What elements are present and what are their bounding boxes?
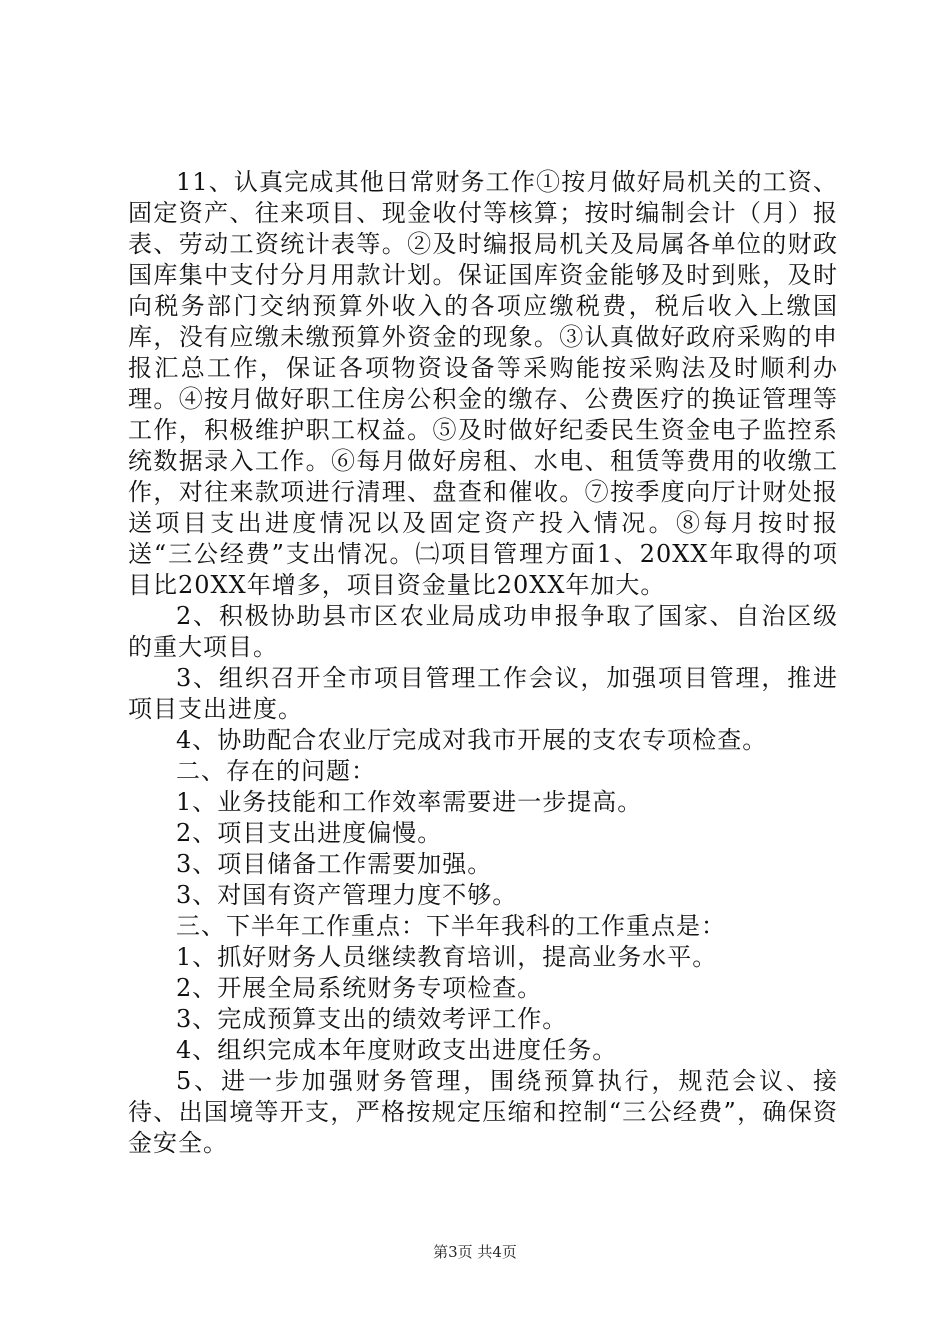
paragraph-daily-finance-work: 11、认真完成其他日常财务工作①按月做好局机关的工资、固定资产、往来项目、现金收付等核算；按时编制会计（月）报表、劳动工资统计表等。②及时编报局机关及局属各单位的财政国库集中支付分月用款计划。保证国库资金能够及时到账，及时向税务部门交纳预算外收入的各项应缴税费，税后收入上缴国库，没有应缴未缴预算外资金的现象。③认真做好政府采购的申报汇总工作，保证各项物资设备等采购能按采购法及时顺利办理。④按月做好职工住房公积金的缴存、公费医疗的换证管理等工作，积极维护职工权益。⑤及时做好纪委民生资金电子监控系统数据录入工作。⑥每月做好房租、水电、租赁等费用的收缴工作，对往来款项进行清理、盘查和催收。⑦按季度向厅计财处报送项目支出进度情况以及固定资产投入情况。⑧每月按时报送“三公经费”支出情况。㈡项目管理方面1、20XX年取得的项目比20XX年增多，项目资金量比20XX年加大。 [128, 168, 838, 599]
priority-item-3: 3、完成预算支出的绩效考评工作。 [176, 1005, 568, 1033]
paragraph-item-2: 2、积极协助县市区农业局成功申报争取了国家、自治区级的重大项目。 [128, 602, 838, 661]
priority-item-2: 2、开展全局系统财务专项检查。 [176, 974, 543, 1002]
priority-item-1: 1、抓好财务人员继续教育培训，提高业务水平。 [176, 943, 718, 971]
problem-item-2: 2、项目支出进度偏慢。 [176, 819, 443, 847]
paragraph-item-3: 3、组织召开全市项目管理工作会议，加强项目管理，推进项目支出进度。 [128, 664, 838, 723]
priority-item-4: 4、组织完成本年度财政支出进度任务。 [176, 1036, 618, 1064]
problem-item-1: 1、业务技能和工作效率需要进一步提高。 [176, 788, 643, 816]
section-heading-problems: 二、存在的问题： [176, 757, 376, 785]
paragraph-item-4: 4、协助配合农业厅完成对我市开展的支农专项检查。 [176, 726, 768, 754]
problem-item-4: 3、对国有资产管理力度不够。 [176, 881, 518, 909]
page-number-footer: 第3页 共4页 [433, 1243, 517, 1261]
problem-item-3: 3、项目储备工作需要加强。 [176, 850, 493, 878]
document-body [128, 167, 838, 1159]
section-heading-priorities: 三、下半年工作重点：下半年我科的工作重点是： [176, 912, 726, 940]
priority-item-5: 5、进一步加强财务管理，围绕预算执行，规范会议、接待、出国境等开支，严格按规定压缩和控制“三公经费”，确保资金安全。 [128, 1067, 838, 1157]
